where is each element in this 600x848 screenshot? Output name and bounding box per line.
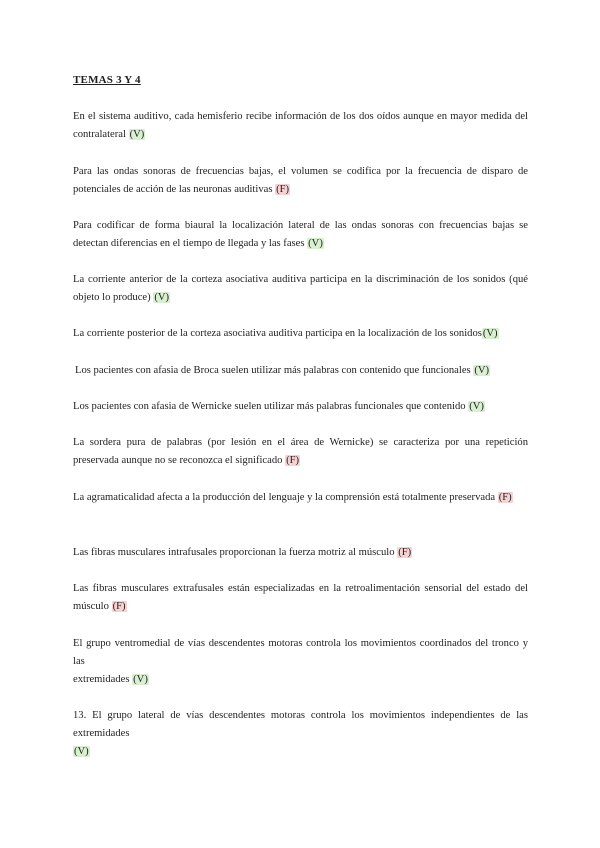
statement-text: En el sistema auditivo, cada hemisferio recibe información de los dos oídos aunque en mayor medida del contralateral bbox=[73, 111, 528, 140]
statement-text: Para las ondas sonoras de frecuencias bajas, el volumen se codifica por la frecuencia de disparo de potenciales de acción de las neuronas auditivas bbox=[73, 166, 528, 195]
answer-true: (V) bbox=[133, 674, 148, 685]
answer-false: (F) bbox=[398, 547, 412, 558]
statement-11 bbox=[73, 580, 528, 616]
statement-text: La sordera pura de palabras (por lesión en el área de Wernicke) se caracteriza por una repetición preservada aunque no se reconozca el significado bbox=[73, 437, 528, 466]
statement-text: Los pacientes con afasia de Wernicke suelen utilizar más palabras funcionales que contenido bbox=[73, 401, 466, 412]
statement-text: La corriente anterior de la corteza asociativa auditiva participa en la discriminación de los sonidos (qué objeto lo produce) bbox=[73, 274, 528, 303]
statement-text: El grupo ventromedial de vías descendentes motoras controla los movimientos coordinados del tronco y las bbox=[73, 638, 528, 667]
statement-10 bbox=[73, 544, 528, 562]
answer-true: (V) bbox=[154, 292, 170, 303]
statement-13 bbox=[73, 707, 528, 761]
answer-true: (V) bbox=[474, 365, 490, 376]
answer-true: (V) bbox=[308, 238, 323, 249]
statement-text: La agramaticalidad afecta a la producción del lenguaje y la comprensión está totalmente preservada bbox=[73, 492, 496, 503]
statement-8 bbox=[73, 434, 528, 470]
statement-text: Los pacientes con afasia de Broca suelen utilizar más palabras con contenido que funcionales bbox=[75, 365, 471, 376]
page-title: TEMAS 3 Y 4 bbox=[73, 74, 141, 86]
answer-false: (F) bbox=[498, 492, 512, 503]
statement-text: Las fibras musculares intrafusales proporcionan la fuerza motriz al músculo bbox=[73, 547, 395, 558]
statement-12 bbox=[73, 635, 528, 689]
statement-4 bbox=[73, 271, 528, 307]
statement-text: Para codificar de forma biaural la localización lateral de las ondas sonoras con frecuencias bajas se detectan diferencias en el tiempo de llegada y las fases bbox=[73, 220, 528, 249]
statement-1 bbox=[73, 108, 528, 144]
statement-9 bbox=[73, 489, 528, 507]
statement-6 bbox=[75, 362, 530, 380]
statement-2 bbox=[73, 163, 528, 199]
answer-true: (V) bbox=[74, 746, 89, 757]
answer-false: (F) bbox=[112, 601, 126, 612]
answer-true: (V) bbox=[482, 328, 498, 339]
statement-text: 13. El grupo lateral de vías descendentes motoras controla los movimientos independientes de las extremidades bbox=[73, 710, 528, 739]
statement-text: La corriente posterior de la corteza asociativa auditiva participa en la localización de los sonidos bbox=[73, 328, 482, 339]
statement-3 bbox=[73, 217, 528, 253]
statement-7 bbox=[73, 398, 528, 416]
statement-5 bbox=[73, 325, 528, 343]
answer-false: (F) bbox=[286, 455, 300, 466]
answer-true: (V) bbox=[469, 401, 484, 412]
answer-false: (F) bbox=[276, 184, 290, 195]
statement-text-continued: extremidades bbox=[73, 674, 130, 685]
answer-true: (V) bbox=[129, 129, 145, 140]
statement-text: Las fibras musculares extrafusales están especializadas en la retroalimentación sensorial del estado del músculo bbox=[73, 583, 528, 612]
